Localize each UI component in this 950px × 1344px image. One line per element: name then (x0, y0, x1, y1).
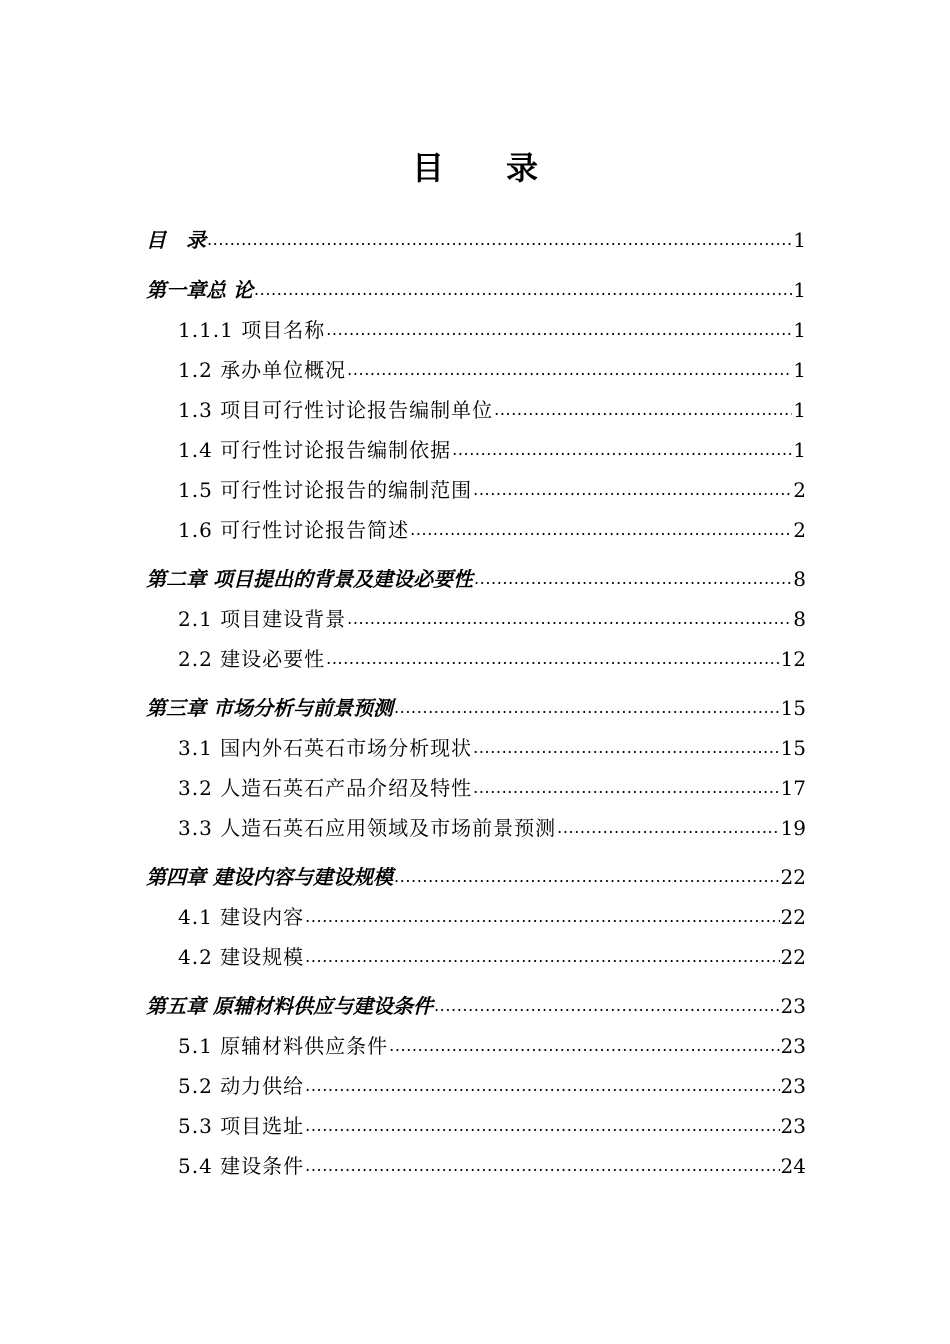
toc-entry-label: 1.4 可行性讨论报告编制依据 (178, 438, 452, 462)
toc-chapter-entry[interactable] (146, 271, 806, 309)
toc-chapter-entry[interactable] (146, 560, 806, 598)
toc-dot-leader (347, 598, 792, 638)
toc-entry-label: 5.2 动力供给 (178, 1074, 305, 1098)
toc-page-number: 12 (780, 647, 806, 671)
toc-entry-label: 2.2 建设必要性 (178, 647, 326, 671)
toc-dot-leader (410, 509, 792, 549)
toc-dot-leader (305, 1065, 779, 1105)
toc-section-entry[interactable] (178, 640, 806, 678)
toc-page-number: 15 (780, 696, 806, 720)
toc-section-entry[interactable] (178, 809, 806, 847)
toc-dot-leader (326, 638, 779, 678)
toc-page-number: 23 (780, 994, 806, 1018)
toc-dot-leader (394, 856, 780, 896)
toc-chapter-entry[interactable] (146, 858, 806, 896)
title-char-2: 录 (506, 149, 539, 187)
toc-page-number: 23 (780, 1074, 806, 1098)
toc-chapter-entry[interactable] (146, 987, 806, 1025)
toc-chapter-entry[interactable] (146, 221, 806, 259)
toc-dot-leader (557, 807, 779, 847)
toc-page-number: 1 (793, 228, 806, 252)
toc-page-number: 8 (793, 607, 806, 631)
toc-page-number: 22 (780, 865, 806, 889)
toc-section-entry[interactable] (178, 1147, 806, 1185)
toc-entry-label: 第二章 项目提出的背景及建设必要性 (146, 567, 473, 591)
toc-dot-leader (389, 1025, 779, 1065)
toc-page-number: 24 (780, 1154, 806, 1178)
toc-dot-leader (347, 349, 792, 389)
toc-page-number: 2 (793, 518, 806, 542)
toc-entry-label: 5.4 建设条件 (178, 1154, 305, 1178)
toc-section-entry[interactable] (178, 391, 806, 429)
toc-entry-label: 1.6 可行性讨论报告简述 (178, 518, 410, 542)
toc-page-number: 19 (780, 816, 806, 840)
toc-entry-label: 4.2 建设规模 (178, 945, 305, 969)
toc-page-number: 23 (780, 1114, 806, 1138)
toc-dot-leader (254, 269, 792, 309)
toc-entry-label: 1.5 可行性讨论报告的编制范围 (178, 478, 473, 502)
toc-entry-label: 第四章 建设内容与建设规模 (146, 865, 393, 889)
toc-dot-leader (434, 985, 780, 1025)
toc-section-entry[interactable] (178, 1107, 806, 1145)
toc-section-entry[interactable] (178, 729, 806, 767)
toc-page-number: 15 (780, 736, 806, 760)
toc-chapter-entry[interactable] (146, 689, 806, 727)
toc-section-entry[interactable] (178, 311, 806, 349)
toc-section-entry[interactable] (178, 600, 806, 638)
toc-entry-label: 目 录 (146, 228, 206, 252)
toc-entry-label: 3.3 人造石英石应用领域及市场前景预测 (178, 816, 557, 840)
toc-dot-leader (474, 558, 792, 598)
toc-section-entry[interactable] (178, 471, 806, 509)
toc-entry-label: 3.2 人造石英石产品介绍及特性 (178, 776, 473, 800)
toc-dot-leader (473, 767, 779, 807)
toc-dot-leader (305, 896, 779, 936)
toc-section-entry[interactable] (178, 511, 806, 549)
toc-entry-label: 5.1 原辅材料供应条件 (178, 1034, 389, 1058)
toc-entry-label: 1.2 承办单位概况 (178, 358, 347, 382)
toc-page-number: 1 (793, 438, 806, 462)
toc-dot-leader (394, 687, 780, 727)
toc-page-number: 17 (780, 776, 806, 800)
toc-dot-leader (473, 727, 779, 767)
toc-entry-label: 1.3 项目可行性讨论报告编制单位 (178, 398, 494, 422)
toc-entry-label: 3.1 国内外石英石市场分析现状 (178, 736, 473, 760)
toc-entry-label: 第一章总 论 (146, 278, 253, 302)
toc-entry-label: 第五章 原辅材料供应与建设条件 (146, 994, 433, 1018)
toc-section-entry[interactable] (178, 898, 806, 936)
toc-section-entry[interactable] (178, 1027, 806, 1065)
toc-dot-leader (305, 936, 779, 976)
toc-page-number: 23 (780, 1034, 806, 1058)
toc-dot-leader (452, 429, 792, 469)
toc-page-number: 22 (780, 945, 806, 969)
toc-section-entry[interactable] (178, 351, 806, 389)
toc-entry-label: 4.1 建设内容 (178, 905, 305, 929)
title-char-1: 目 (411, 149, 444, 187)
toc-page-number: 1 (793, 318, 806, 342)
toc-entry-label: 1.1.1 项目名称 (178, 318, 326, 342)
toc-page-number: 2 (793, 478, 806, 502)
toc-dot-leader (326, 309, 792, 349)
toc-dot-leader (207, 219, 792, 259)
toc-entry-label: 2.1 项目建设背景 (178, 607, 347, 631)
toc-section-entry[interactable] (178, 769, 806, 807)
toc-section-entry[interactable] (178, 938, 806, 976)
toc-page-number: 1 (793, 398, 806, 422)
toc-dot-leader (473, 469, 792, 509)
toc-dot-leader (494, 389, 792, 429)
toc-page-number: 1 (793, 278, 806, 302)
page-title (0, 146, 950, 190)
toc-dot-leader (305, 1145, 779, 1185)
toc-entry-label: 5.3 项目选址 (178, 1114, 305, 1138)
toc-page-number: 1 (793, 358, 806, 382)
toc-section-entry[interactable] (178, 431, 806, 469)
toc-page-number: 8 (793, 567, 806, 591)
toc-dot-leader (305, 1105, 779, 1145)
toc-page-number: 22 (780, 905, 806, 929)
toc-entry-label: 第三章 市场分析与前景预测 (146, 696, 393, 720)
toc-section-entry[interactable] (178, 1067, 806, 1105)
